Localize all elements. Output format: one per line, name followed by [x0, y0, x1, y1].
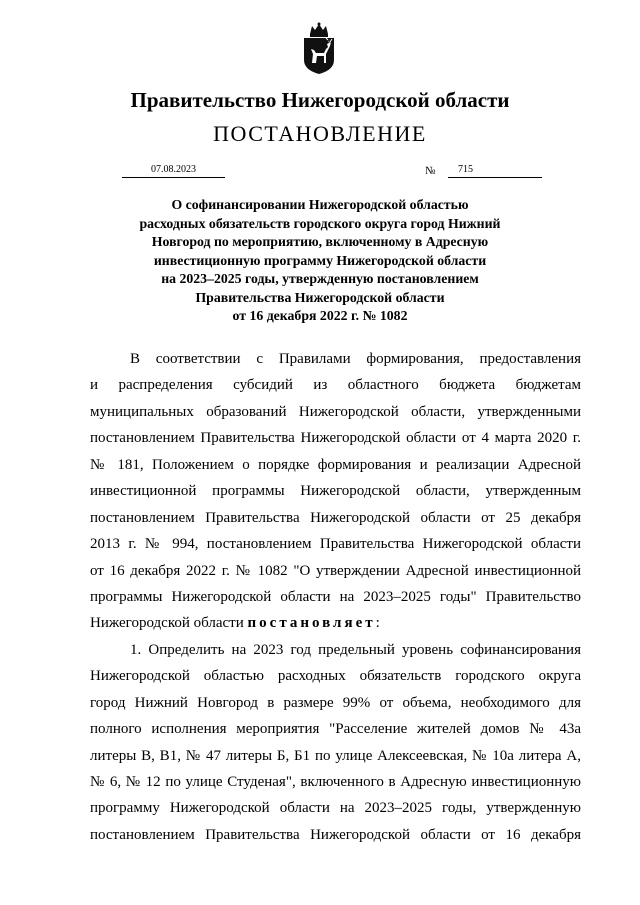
body-line-text: Нижегородской области: [90, 615, 244, 632]
subject-line: от 16 декабря 2022 г. № 1082: [232, 308, 408, 323]
body-line: полного исполнения мероприятия "Расселение жителей домов № 43а: [90, 721, 581, 738]
document-body: [90, 346, 581, 848]
subject-line: инвестиционную программу Нижегородской области: [153, 252, 487, 268]
subject-line: О софинансировании Нижегородской областью: [171, 197, 469, 212]
body-line: литеры В, В1, № 47 литеры Б, Б1 по улице Алексеевская, № 10а литера А,: [90, 747, 581, 764]
body-line: В соответствии с Правилами формирования, предоставления: [130, 351, 581, 367]
body-line: [90, 610, 581, 636]
body-line: и распределения субсидий из областного бюджета бюджетам: [90, 377, 581, 394]
subject-line: Новгород по мероприятию, включенному в Адресную: [151, 234, 489, 249]
body-line-punct: :: [375, 615, 380, 632]
subject-line: расходных обязательств городского округа город Нижний: [139, 215, 501, 231]
body-line: 1. Определить на 2023 год предельный уровень софинансирования: [130, 641, 581, 658]
document-type: ПОСТАНОВЛЕНИЕ: [213, 121, 427, 146]
body-line: от 16 декабря 2022 г. № 1082 "О утверждении Адресной инвестиционной: [90, 562, 581, 579]
subject-line: Правительства Нижегородской области: [195, 289, 445, 305]
document-date: 07.08.2023: [122, 163, 225, 178]
document-number: 715: [448, 163, 542, 178]
coat-of-arms-icon: [298, 22, 340, 76]
body-line: программу Нижегородской области на 2023–2025 годы, утвержденную: [90, 800, 581, 817]
body-line: город Нижний Новгород в размере 99% от объема, необходимого для: [90, 694, 581, 711]
body-line: Нижегородской областью расходных обязательств городского округа: [90, 668, 581, 685]
body-line: муниципальных образований Нижегородской области, утвержденными: [90, 403, 581, 420]
body-line: постановлением Правительства Нижегородской области от 16 декабря: [90, 826, 581, 843]
body-line: № 6, № 12 по улице Студеная", включенного в Адресную инвестиционную: [90, 774, 581, 790]
document-subject: [100, 196, 540, 326]
organization-title: Правительство Нижегородской области: [130, 88, 510, 112]
number-label: №: [425, 165, 436, 177]
body-line: № 181, Положением о порядке формирования и реализации Адресной: [90, 456, 581, 473]
subject-line: на 2023–2025 годы, утвержденную постановлением: [161, 271, 479, 286]
body-line: программы Нижегородской области на 2023–2025 годы" Правительство: [90, 588, 581, 605]
resolution-word: постановляет: [247, 615, 376, 632]
body-line: 2013 г. № 994, постановлением Правительства Нижегородской области: [90, 536, 581, 553]
body-line: постановлением Правительства Нижегородской области от 4 марта 2020 г.: [90, 430, 581, 447]
body-line: инвестиционной программы Нижегородской области, утвержденным: [90, 483, 581, 500]
body-line: постановлением Правительства Нижегородской области от 25 декабря: [90, 509, 581, 526]
